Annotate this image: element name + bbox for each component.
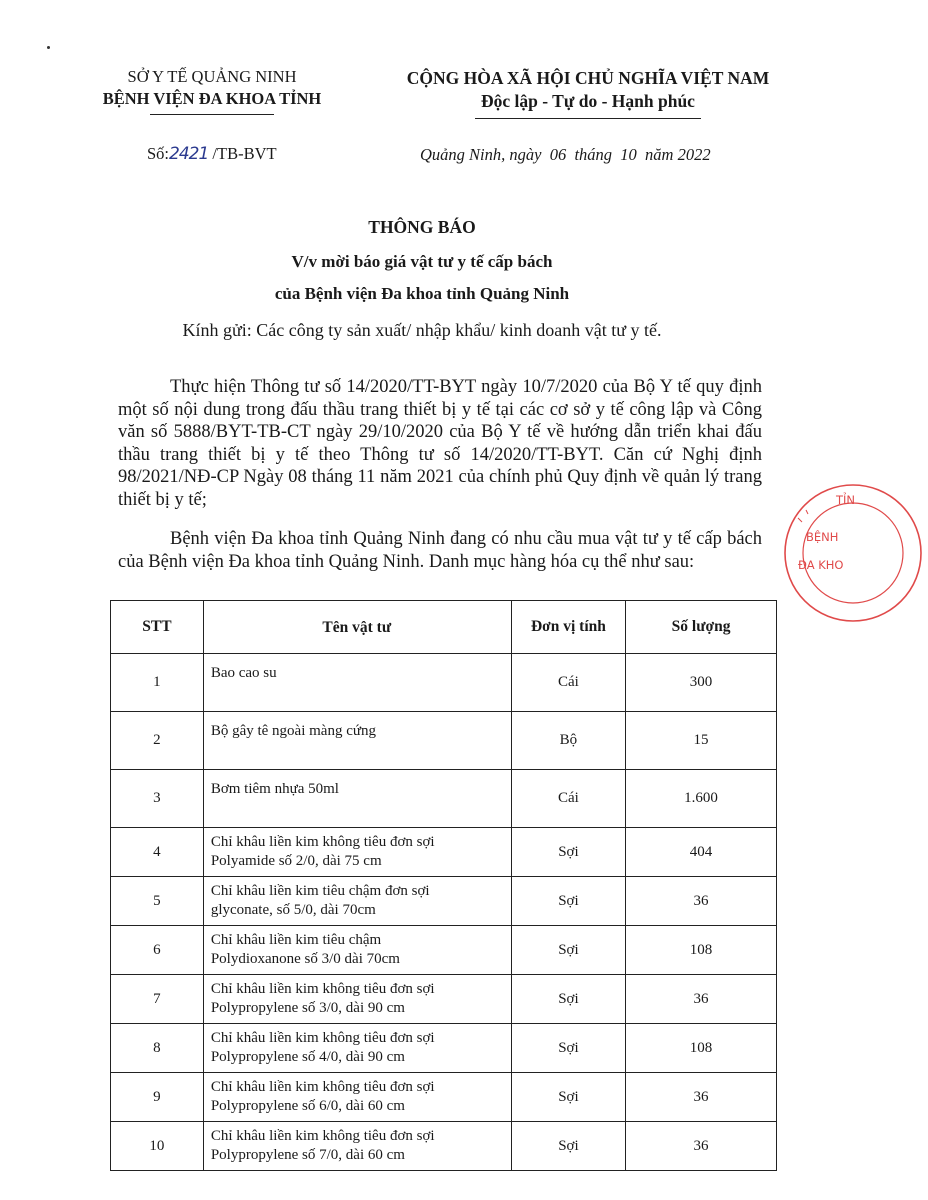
document-date: Quảng Ninh, ngày 06 tháng 10 năm 2022 <box>420 145 711 164</box>
body-paragraph-2: Bệnh viện Đa khoa tỉnh Quảng Ninh đang có nhu cầu mua vật tư y tế cấp bách của Bệnh viện Đa khoa tỉnh Quảng Ninh. Danh mục hàng hóa cụ thể như sau: <box>118 529 762 572</box>
table-row <box>111 828 777 877</box>
item-name-line2: Polypropylene số 4/0, dài 90 cm <box>210 1049 405 1065</box>
cell-item-name <box>203 877 511 926</box>
cell-unit: Sợi <box>511 1073 625 1122</box>
cell-unit: Cái <box>511 770 625 828</box>
cell-item-name <box>203 926 511 975</box>
item-name-line2: Polypropylene số 6/0, dài 60 cm <box>210 1098 405 1114</box>
column-header-quantity: Số lượng <box>626 601 777 654</box>
cell-item-name <box>203 975 511 1024</box>
seal-text-line1: BỆNH <box>806 530 839 544</box>
cell-item-name <box>203 828 511 877</box>
cell-quantity: 1.600 <box>626 770 777 828</box>
cell-quantity: 300 <box>626 654 777 712</box>
national-motto-block <box>380 66 796 119</box>
scan-speck <box>47 46 50 49</box>
cell-quantity: 404 <box>626 828 777 877</box>
table-row <box>111 975 777 1024</box>
cell-stt: 7 <box>111 975 204 1024</box>
document-number-label: Số: <box>147 144 170 163</box>
cell-item-name <box>203 1122 511 1171</box>
item-name-line2: Polypropylene số 7/0, dài 60 cm <box>210 1147 405 1163</box>
body-paragraph-1: Thực hiện Thông tư số 14/2020/TT-BYT ngày 10/7/2020 của Bộ Y tế quy định một số nội dung trong đấu thầu trang thiết bị y tế tại các cơ sở y tế công lập và Công văn số 5888/BYT-TB-CT ngày 29/10/2020 của Bộ Y tế về hướng dẫn triển khai đấu thầu trang thiết bị y tế theo Thông tư số 14/2020/TT-BYT. Căn cứ Nghị định 98/2021/NĐ-CP Ngày 08 tháng 11 năm 2021 của chính phủ Quy định về quản lý trang thiết bị y tế; <box>118 377 762 510</box>
table-row <box>111 926 777 975</box>
table-row <box>111 1073 777 1122</box>
cell-unit: Bộ <box>511 712 625 770</box>
cell-quantity: 36 <box>626 1122 777 1171</box>
item-name-line2: Polydioxanone số 3/0 dài 70cm <box>210 951 400 967</box>
seal-text-top: TỈN <box>836 493 856 507</box>
cell-unit: Sợi <box>511 975 625 1024</box>
table-row <box>111 654 777 712</box>
table-header-row <box>111 601 777 654</box>
table-row <box>111 712 777 770</box>
item-name-line1: Bao cao su <box>210 665 277 681</box>
item-name-line2: glyconate, số 5/0, dài 70cm <box>210 902 376 918</box>
column-header-stt: STT <box>111 601 204 654</box>
cell-stt: 10 <box>111 1122 204 1171</box>
cell-stt: 3 <box>111 770 204 828</box>
issuer-hospital: BỆNH VIỆN ĐA KHOA TỈNH <box>102 89 322 108</box>
document-number-handwritten: 2421 <box>169 144 209 164</box>
issuer-block <box>96 66 328 115</box>
cell-quantity: 108 <box>626 1024 777 1073</box>
cell-stt: 1 <box>111 654 204 712</box>
cell-quantity: 108 <box>626 926 777 975</box>
item-name-line1: Bộ gây tê ngoài màng cứng <box>210 723 376 739</box>
table-row <box>111 877 777 926</box>
cell-unit: Sợi <box>511 1122 625 1171</box>
cell-stt: 5 <box>111 877 204 926</box>
cell-item-name <box>203 1073 511 1122</box>
item-name-line1: Bơm tiêm nhựa 50ml <box>210 781 339 797</box>
cell-stt: 6 <box>111 926 204 975</box>
item-name-line1: Chỉ khâu liền kim không tiêu đơn sợi <box>210 1030 435 1046</box>
document-number <box>147 144 277 164</box>
cell-item-name <box>203 1024 511 1073</box>
item-name-line1: Chỉ khâu liền kim không tiêu đơn sợi <box>210 1128 435 1144</box>
cell-stt: 8 <box>111 1024 204 1073</box>
cell-quantity: 36 <box>626 1073 777 1122</box>
goods-table <box>110 600 777 1171</box>
column-header-name: Tên vật tư <box>203 601 511 654</box>
table-row <box>111 1122 777 1171</box>
table-row <box>111 1024 777 1073</box>
cell-item-name <box>203 770 511 828</box>
cell-item-name <box>203 712 511 770</box>
cell-quantity: 36 <box>626 975 777 1024</box>
official-seal <box>778 478 928 628</box>
cell-quantity: 36 <box>626 877 777 926</box>
cell-stt: 2 <box>111 712 204 770</box>
motto-underline <box>475 118 701 119</box>
issuer-department: SỞ Y TẾ QUẢNG NINH <box>127 67 297 86</box>
item-name-line1: Chỉ khâu liền kim không tiêu đơn sợi <box>210 981 435 997</box>
cell-unit: Sợi <box>511 926 625 975</box>
cell-stt: 4 <box>111 828 204 877</box>
item-name-line1: Chỉ khâu liền kim không tiêu đơn sợi <box>210 834 435 850</box>
cell-unit: Cái <box>511 654 625 712</box>
column-header-unit: Đơn vị tính <box>511 601 625 654</box>
cell-quantity: 15 <box>626 712 777 770</box>
nation-name: CỘNG HÒA XÃ HỘI CHỦ NGHĨA VIỆT NAM <box>406 68 770 88</box>
notice-subject-line2: của Bệnh viện Đa khoa tỉnh Quảng Ninh <box>274 284 570 303</box>
item-name-line2: Polyamide số 2/0, dài 75 cm <box>210 853 382 869</box>
item-name-line1: Chỉ khâu liền kim tiêu chậm <box>210 932 382 948</box>
cell-stt: 9 <box>111 1073 204 1122</box>
item-name-line1: Chỉ khâu liền kim không tiêu đơn sợi <box>210 1079 435 1095</box>
item-name-line2: Polypropylene số 3/0, dài 90 cm <box>210 1000 405 1016</box>
cell-unit: Sợi <box>511 877 625 926</box>
issuer-underline <box>150 114 274 115</box>
nation-motto: Độc lập - Tự do - Hạnh phúc <box>481 91 695 111</box>
cell-item-name <box>203 654 511 712</box>
document-number-suffix: /TB-BVT <box>212 144 277 163</box>
cell-unit: Sợi <box>511 828 625 877</box>
notice-title: THÔNG BÁO <box>368 217 476 237</box>
table-row <box>111 770 777 828</box>
seal-text-line2: ĐA KHO <box>798 558 844 572</box>
cell-unit: Sợi <box>511 1024 625 1073</box>
notice-subject-line1: V/v mời báo giá vật tư y tế cấp bách <box>291 252 553 271</box>
recipient-line: Kính gửi: Các công ty sản xuất/ nhập khẩu/ kinh doanh vật tư y tế. <box>182 320 662 340</box>
item-name-line1: Chỉ khâu liền kim tiêu chậm đơn sợi <box>210 883 430 899</box>
